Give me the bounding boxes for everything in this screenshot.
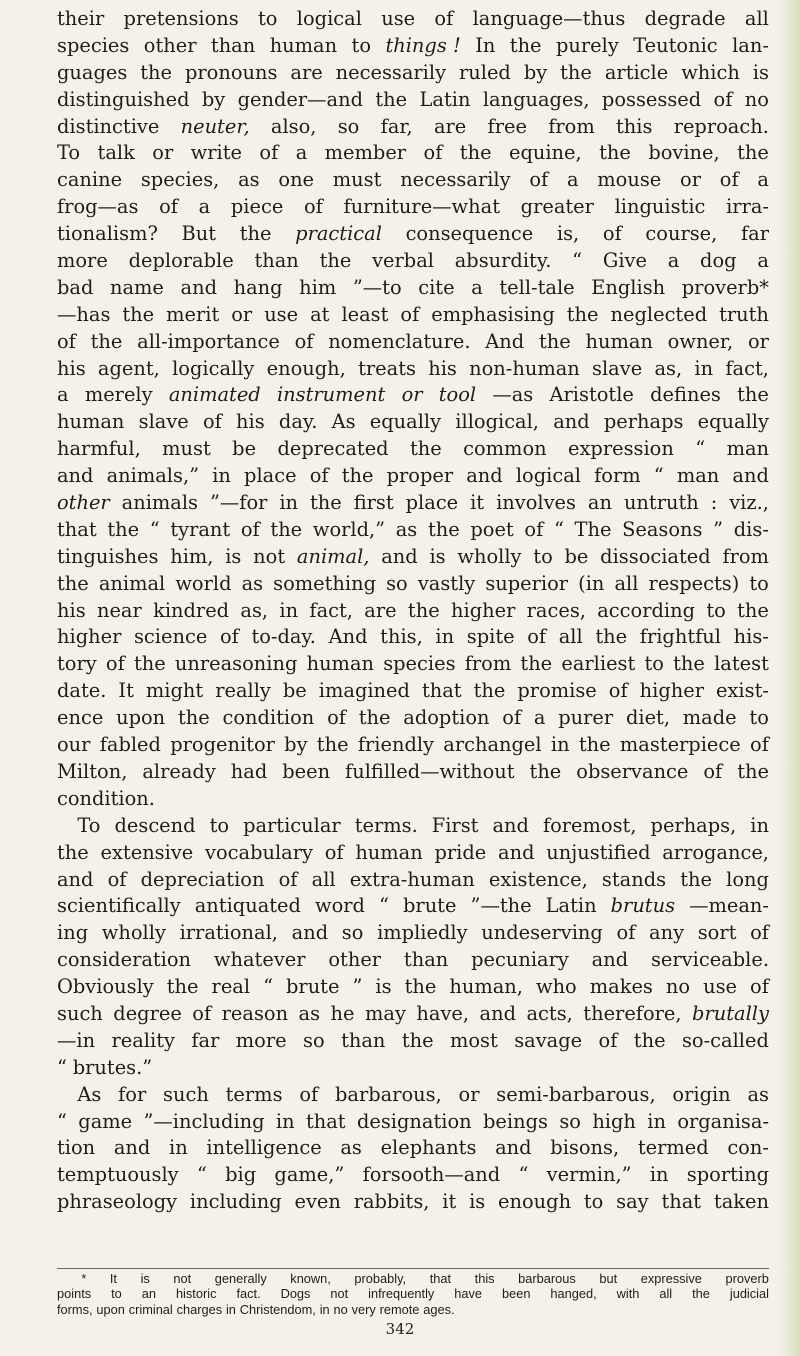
text-line: condition. <box>57 786 155 810</box>
footnote-rule <box>57 1268 769 1269</box>
footnote-line: points to an historic fact. Dogs not infrequently have been hanged, with all the judicial <box>57 1286 769 1302</box>
text-line: distinctive neuter, also, so far, are free from this reproach. <box>57 114 769 138</box>
text-line: that the “ tyrant of the world,” as the poet of “ The Seasons ” dis- <box>57 517 769 541</box>
text-line: temptuously “ big game,” forsooth—and “ vermin,” in sporting <box>57 1163 769 1187</box>
footnote-line: forms, upon criminal charges in Christendom, in no very remote ages. <box>57 1301 455 1317</box>
text-line: ing wholly irrational, and so impliedly undeserving of any sort of <box>57 921 769 945</box>
text-line: canine species, as one must necessarily of a mouse or of a <box>57 168 769 192</box>
text-line: of the all-importance of nomenclature. And the human owner, or <box>57 329 769 353</box>
text-line: more deplorable than the verbal absurdity. “ Give a dog a <box>57 249 769 273</box>
footnote-line: * It is not generally known, probably, that this barbarous but expressive proverb <box>81 1271 769 1286</box>
text-line: their pretensions to logical use of language—thus degrade all <box>57 7 769 30</box>
body-text <box>57 6 769 1216</box>
text-line: distinguished by gender—and the Latin languages, possessed of no <box>57 87 769 111</box>
text-line: the animal world as something so vastly superior (in all respects) to <box>57 571 769 595</box>
text-line: date. It might really be imagined that the promise of higher exist- <box>57 679 769 703</box>
text-line: bad name and hang him ”—to cite a tell-tale English proverb* <box>57 275 769 299</box>
text-line: frog—as of a piece of furniture—what greater linguistic irra- <box>57 195 769 219</box>
text-line: harmful, must be deprecated the common expression “ man <box>57 437 769 461</box>
text-line: tion and in intelligence as elephants and bisons, termed con- <box>57 1136 769 1160</box>
text-line: tinguishes him, is not animal, and is wholly to be dissociated from <box>57 544 769 568</box>
text-line: —in reality far more so than the most savage of the so-called <box>57 1028 769 1052</box>
text-line: guages the pronouns are necessarily ruled by the article which is <box>57 60 769 84</box>
page-edge-shadow <box>778 0 800 1356</box>
text-line: scientifically antiquated word “ brute ”—the Latin brutus —mean- <box>57 894 769 918</box>
text-line: Obviously the real “ brute ” is the human, who makes no use of <box>57 975 769 999</box>
text-line: a merely animated instrument or tool —as Aristotle defines the <box>57 383 769 407</box>
text-line: higher science of to-day. And this, in spite of all the frightful his- <box>57 625 769 649</box>
text-line: As for such terms of barbarous, or semi-barbarous, origin as <box>77 1082 769 1106</box>
text-line: To descend to particular terms. First and foremost, perhaps, in <box>77 813 769 837</box>
text-line: the extensive vocabulary of human pride and unjustified arrogance, <box>57 840 769 864</box>
footnote <box>57 1271 769 1317</box>
text-line: and animals,” in place of the proper and logical form “ man and <box>57 464 769 488</box>
text-line: his agent, logically enough, treats his non-human slave as, in fact, <box>57 356 769 380</box>
text-line: and of depreciation of all extra-human existence, stands the long <box>57 867 769 891</box>
text-line: human slave of his day. As equally illogical, and perhaps equally <box>57 410 769 434</box>
text-line: his near kindred as, in fact, are the higher races, according to the <box>57 598 769 622</box>
text-line: “ brutes.” <box>57 1055 153 1079</box>
text-line: Milton, already had been fulfilled—without the observance of the <box>57 759 769 783</box>
text-line: “ game ”—including in that designation beings so high in organisa- <box>57 1109 769 1133</box>
page-number: 342 <box>385 1320 415 1338</box>
text-line: phraseology including even rabbits, it is enough to say that taken <box>57 1190 769 1214</box>
text-line: such degree of reason as he may have, and acts, therefore, brutally <box>57 1001 769 1025</box>
text-line: tionalism? But the practical consequence is, of course, far <box>57 222 769 246</box>
text-line: species other than human to things ! In the purely Teutonic lan- <box>57 33 769 57</box>
text-line: our fabled progenitor by the friendly archangel in the masterpiece of <box>57 733 769 757</box>
text-line: tory of the unreasoning human species from the earliest to the latest <box>57 652 769 676</box>
text-line: —has the merit or use at least of emphasising the neglected truth <box>57 302 769 326</box>
text-line: ence upon the condition of the adoption of a purer diet, made to <box>57 706 769 730</box>
text-line: To talk or write of a member of the equine, the bovine, the <box>57 141 769 165</box>
text-line: other animals ”—for in the first place it involves an untruth : viz., <box>57 491 769 515</box>
text-line: consideration whatever other than pecuniary and serviceable. <box>57 948 769 972</box>
